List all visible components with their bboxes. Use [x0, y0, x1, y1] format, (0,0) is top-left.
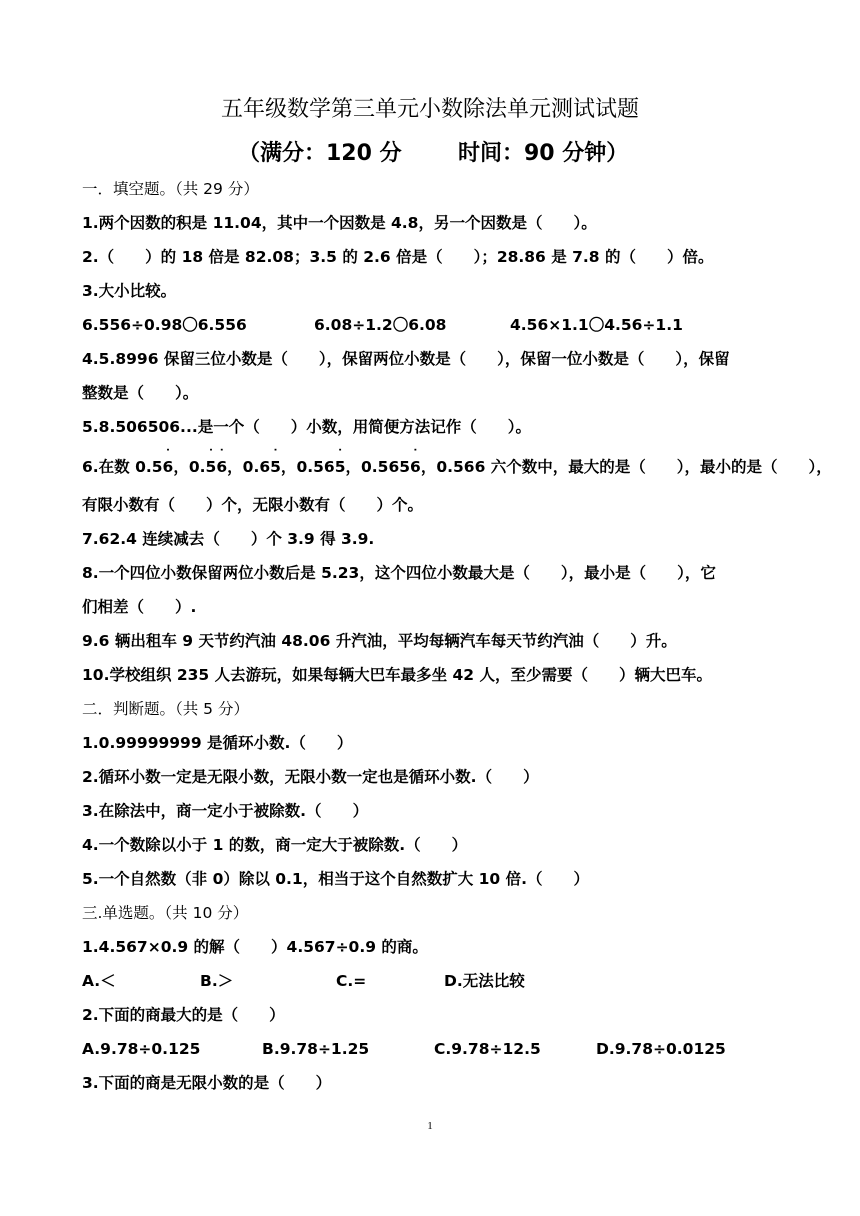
question-text: 整数是（ ）。: [82, 384, 199, 402]
question-text: 9.6 辆出租车 9 天节约汽油 48.06 升汽油，平均每辆汽车每天节约汽油（ ）升。: [82, 632, 677, 650]
option-d: D.9.78÷0.0125: [596, 1040, 726, 1058]
page-title: 五年级数学第三单元小数除法单元测试试题: [220, 97, 639, 122]
question-text: 5.一个自然数（非 0）除以 0.1，相当于这个自然数扩大 10 倍.（ ）: [82, 870, 589, 888]
repeat-dot-digit: ˙ 5: [270, 456, 281, 478]
comparison-item: 6.08÷1.2〇6.08: [314, 316, 447, 334]
question-text-repeating-decimals: 6.在数 0.5˙ 6，0.˙ 5˙ 6，0.6˙ 5，0.56˙ 5，0.565˙ 6，0.566 六个数中，最大的是（ ），最小的是（ ），: [82, 456, 782, 478]
comparison-row: [82, 314, 782, 336]
question-text: 1.两个因数的积是 11.04，其中一个因数是 4.8，另一个因数是（ ）。: [82, 214, 597, 232]
repeat-dot-digit: ˙ 5: [206, 456, 217, 478]
options-row: [82, 970, 782, 992]
option-c: C.=: [336, 972, 367, 990]
question-text: 3.大小比较。: [82, 282, 177, 300]
option-a: A.＜: [82, 972, 116, 990]
comparison-item: 4.56×1.1〇4.56÷1.1: [510, 316, 683, 334]
option-d: D.无法比较: [444, 972, 525, 990]
question-text: 3.下面的商是无限小数的是（ ）: [82, 1074, 332, 1092]
question-text: 3.在除法中，商一定小于被除数.（ ）: [82, 802, 369, 820]
option-b: B.＞: [200, 972, 234, 990]
question-text: 2.下面的商最大的是（ ）: [82, 1006, 285, 1024]
question-text: 有限小数有（ ）个，无限小数有（ ）个。: [82, 496, 424, 514]
section-heading: 一．填空题。（共 29 分）: [82, 180, 259, 198]
repeat-dot-digit: ˙ 6: [163, 456, 174, 478]
option-b: B.9.78÷1.25: [262, 1040, 370, 1058]
question-text: 7.62.4 连续减去（ ）个 3.9 得 3.9.: [82, 530, 375, 548]
options-row: [82, 1038, 782, 1060]
question-text: 2.（ ）的 18 倍是 82.08；3.5 的 2.6 倍是（ ）；28.86 是 7.8 的（ ）倍。: [82, 248, 714, 266]
question-text: 1.0.99999999 是循环小数.（ ）: [82, 734, 353, 752]
question-text: 2.循环小数一定是无限小数，无限小数一定也是循环小数.（ ）: [82, 768, 539, 786]
section-heading: 三.单选题。（共 10 分）: [82, 904, 249, 922]
question-text: 们相差（ ）.: [82, 598, 197, 616]
option-c: C.9.78÷12.5: [434, 1040, 541, 1058]
question-text: 4.一个数除以小于 1 的数，商一定大于被除数.（ ）: [82, 836, 468, 854]
repeat-dot-digit: ˙ 6: [216, 456, 227, 478]
option-a: A.9.78÷0.125: [82, 1040, 201, 1058]
full-score: （满分：120 分: [238, 141, 402, 166]
score-time-line: [0, 136, 860, 166]
section-heading: 二．判断题。（共 5 分）: [82, 700, 249, 718]
question-text: 10.学校组织 235 人去游玩，如果每辆大巴车最多坐 42 人，至少需要（ ）辆大巴车。: [82, 666, 712, 684]
question-text: 1.4.567×0.9 的解（ ）4.567÷0.9 的商。: [82, 938, 428, 956]
question-text: 4.5.8996 保留三位小数是（ ），保留两位小数是（ ），保留一位小数是（ ），保留: [82, 350, 730, 368]
exam-time: 时间：90 分钟）: [458, 141, 629, 166]
repeat-dot-digit: ˙ 5: [335, 456, 346, 478]
page-number: 1: [427, 1120, 433, 1132]
question-text: 5.8.506506...是一个（ ）小数，用简便方法记作（ ）。: [82, 418, 531, 436]
question-text: 8.一个四位小数保留两位小数后是 5.23，这个四位小数最大是（ ），最小是（ ），它: [82, 564, 716, 582]
comparison-item: 6.556÷0.98〇6.556: [82, 316, 247, 334]
repeat-dot-digit: ˙ 6: [410, 456, 421, 478]
